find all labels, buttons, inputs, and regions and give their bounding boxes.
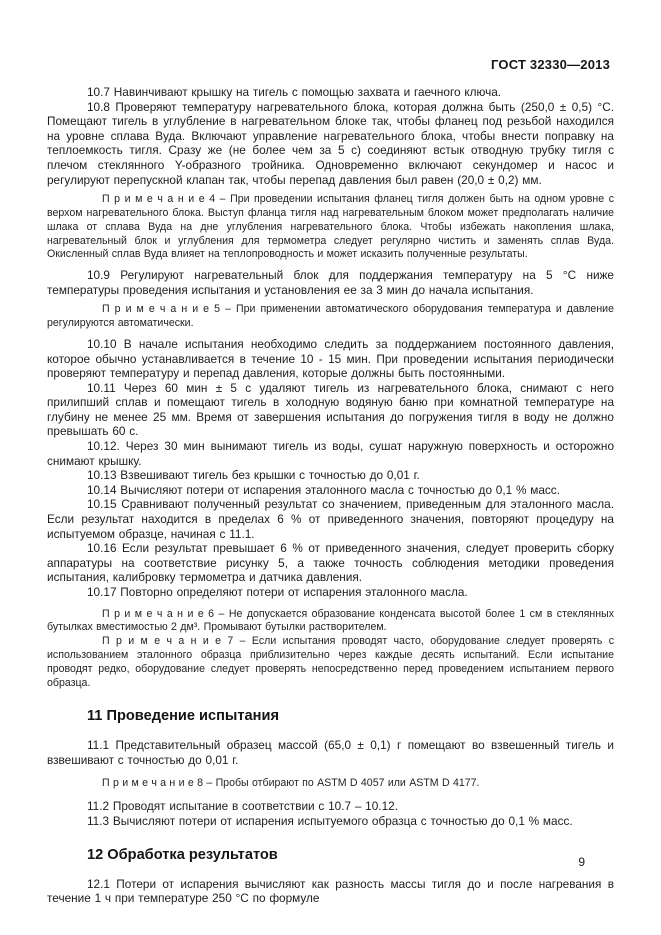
paragraph-10-10: 10.10 В начале испытания необходимо следить за поддержанием постоянного давления, которое обычно устанавливается в течение 10 - 15 мин. При проведении испытания периодически проверяют температуру и перепад давления, которые должны быть постоянными. [47, 336, 614, 381]
note-7: П р и м е ч а н и е 7 – Если испытания проводят часто, оборудование следует проверять с использованием эталонного образца приблизительно через каждые десять испытаний. Если испытание проводят редко, оборудование следует проверять непосредственно перед проведением испытанием первого образца. [47, 635, 614, 689]
note-6: П р и м е ч а н и е 6 – Не допускается образование конденсата высотой более 1 см в стеклянных бутылках вместимостью 2 дм³. Промывают бутылки растворителем. [47, 607, 614, 634]
paragraph-10-7: 10.7 Навинчивают крышку на тигель с помощью захвата и гаечного ключа. [87, 85, 502, 99]
section-heading-11: 11 Проведение испытания [87, 708, 279, 725]
paragraph-10-17: 10.17 Повторно определяют потери от испарения эталонного масла. [87, 585, 468, 600]
document-body [47, 85, 614, 906]
paragraph-10-16: 10.16 Если результат превышает 6 % от приведенного значения, следует проверить сборку аппаратуры на соответствие рисунку 5, а также точность соблюдения методики проведения испытания, калибровку термометра и датчика давления. [47, 541, 614, 585]
paragraph-11-3: 11.3 Вычисляют потери от испарения испытуемого образца с точностью до 0,1 % масс. [87, 813, 573, 828]
document-number-header: ГОСТ 32330—2013 [491, 57, 610, 72]
paragraph-10-14: 10.14 Вычисляют потери от испарения эталонного масла с точностью до 0,1 % масс. [87, 482, 560, 497]
note-5: П р и м е ч а н и е 5 – При применении автоматического оборудования температура и давление регулируются автоматически. [47, 303, 614, 330]
paragraph-10-12: 10.12. Через 30 мин вынимают тигель из воды, сушат наружную поверхность и осторожно снимают крышку. [47, 439, 614, 468]
note-4: П р и м е ч а н и е 4 – При проведении испытания фланец тигля должен быть на одном уровне с верхом нагревательного блока. Выступ фланца тигля над нагревательным блоком может предполагать наличие шлака от сплава Вуда на дне углубления нагревательного блока. Чтобы избежать накопления шлака, нагревательный блок и углубления для термометра следует регулярно чистить и заменять сплав Вуда. Окисленный сплав Вуда влияет на теплопроводность и может исказить полученные результаты. [47, 193, 614, 261]
paragraph-10-9: 10.9 Регулируют нагревательный блок для поддержания температуру на 5 °С ниже температуры проведения испытания и установления ее за 3 мин до начала испытания. [47, 268, 614, 297]
paragraph-11-1: 11.1 Представительный образец массой (65,0 ± 0,1) г помещают во взвешенный тигель и взвешивают с точностью до 0,01 г. [47, 738, 614, 767]
page-number: 9 [578, 855, 585, 869]
paragraph-11-2: 11.2 Проводят испытание в соответствии с 10.7 – 10.12. [87, 799, 398, 814]
paragraph-10-11: 10.11 Через 60 мин ± 5 с удаляют тигель из нагревательного блока, снимают с него прилипший сплав и помещают тигель в холодную водяную баню при комнатной температуре на глубину не менее 25 мм. Время от завершения испытания до погружения тигля в воду не должно превышать 60 с. [47, 380, 614, 439]
section-heading-12: 12 Обработка результатов [87, 846, 278, 863]
paragraph-12-1: 12.1 Потери от испарения вычисляют как разность массы тигля до и после нагревания в течение 1 ч при температуре 250 °С по формуле [47, 876, 614, 906]
note-8: П р и м е ч а н и е 8 – Пробы отбирают по ASTM D 4057 или ASTM D 4177. [102, 776, 480, 789]
paragraph-10-8: 10.8 Проверяют температуру нагревательного блока, которая должна быть (250,0 ± 0,5) °С. Помещают тигель в углубление в нагревательном блоке так, чтобы фланец под резьбой находился на уровне сплава Вуда. Включают управление нагревательного блока, чтобы внести поправку на теплоемкость тигля. Сразу же (не более чем за 5 с) соединяют встык отводную трубку тигля с плечом стеклянного Y-образного тройника. Одновременно включают секундомер и насос и регулируют перепускной клапан так, чтобы перепад давления был равен (20,0 ± 0,2) мм. [47, 99, 614, 187]
paragraph-10-15: 10.15 Сравнивают полученный результат со значением, приведенным для эталонного масла. Если результат находится в пределах 6 % от приведенного значения, повторяют процедуру на испытуемом образце, начиная с 11.1. [47, 497, 614, 541]
paragraph-10-13: 10.13 Взвешивают тигель без крышки с точностью до 0,01 г. [87, 468, 420, 483]
